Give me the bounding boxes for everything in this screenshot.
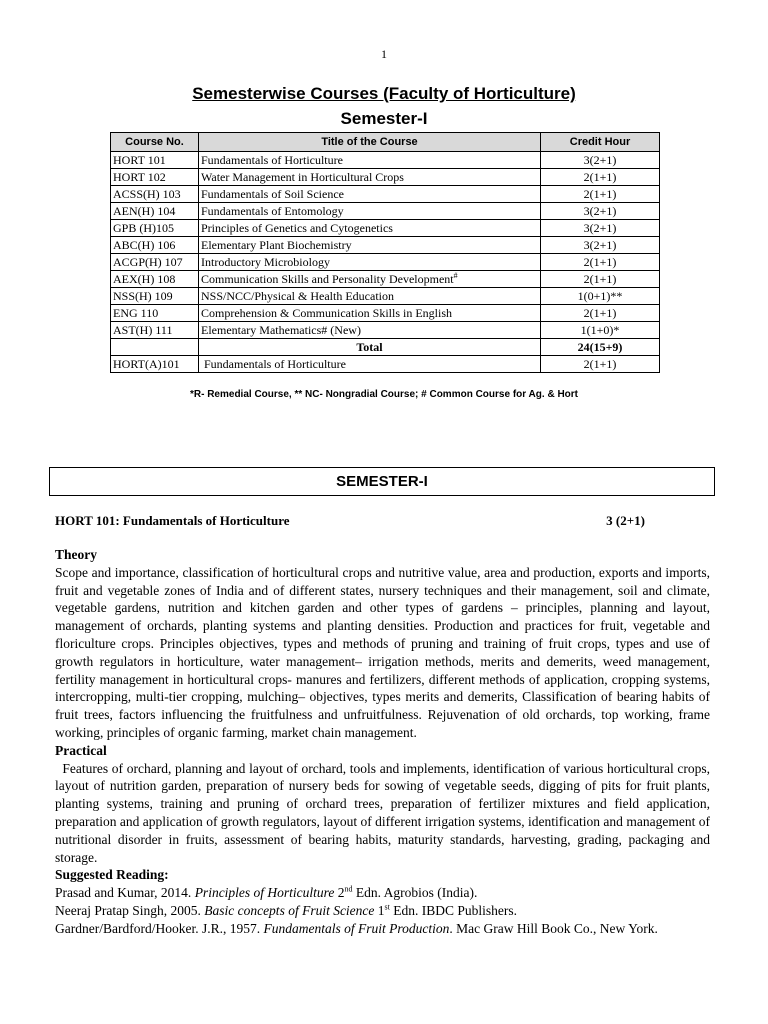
table-row — [111, 237, 660, 254]
table-row — [111, 152, 660, 169]
reference-publisher: Edn. Agrobios (India). — [352, 885, 478, 901]
course-no: ENG 110 — [111, 305, 199, 322]
reference-author: Gardner/Bardford/Hooker. J.R., 1957. — [55, 920, 264, 936]
reference-publisher: Edn. IBDC Publishers. — [389, 902, 518, 918]
reference-edition-suffix: nd — [344, 884, 353, 894]
reference-title: Principles of Horticulture — [194, 885, 335, 901]
course-no: HORT 101 — [111, 152, 199, 169]
practical-title: Practical — [55, 742, 107, 758]
table-row — [111, 305, 660, 322]
total-value: 24(15+9) — [541, 339, 660, 356]
header-credit-hour: Credit Hour — [541, 133, 660, 152]
reference-author: Neeraj Pratap Singh, 2005. — [55, 902, 205, 918]
semester-box: SEMESTER-I — [49, 467, 715, 496]
table-row — [111, 254, 660, 271]
table-row — [111, 186, 660, 203]
course-heading-credit: 3 (2+1) — [606, 513, 645, 528]
table-row — [111, 169, 660, 186]
course-title: Elementary Plant Biochemistry — [199, 237, 541, 254]
suggested-reading-title: Suggested Reading: — [55, 867, 169, 883]
credit-hour: 2(1+1) — [541, 254, 660, 271]
table-header-row — [111, 133, 660, 152]
theory-title: Theory — [55, 547, 97, 562]
credit-hour: 2(1+1) — [541, 186, 660, 203]
course-title — [199, 271, 541, 288]
header-title: Title of the Course — [199, 133, 541, 152]
course-no: HORT(A)101 — [111, 356, 199, 373]
total-empty-cell — [111, 339, 199, 356]
credit-hour: 1(0+1)** — [541, 288, 660, 305]
header-course-no: Course No. — [111, 133, 199, 152]
table-row — [111, 288, 660, 305]
practical-text: Features of orchard, planning and layout of orchard, tools and implements, identification of various horticultural crops, layout of nutrition garden, preparation of nursery beds for sowing of vegetable seeds, digging of pits for fruit plants, planting systems, training and pruning of orchard trees, preparation of fertilizer mixtures and field application, preparation and application of growth regulators, layout of different irrigation systems, identification and management of nutritional disorder in fruits, assessment of bearing habits, maturity standards, harvesting, grading, packaging and storage. — [55, 760, 710, 865]
credit-hour: 3(2+1) — [541, 203, 660, 220]
reference-edition: 2 — [334, 885, 345, 901]
semester-title: Semester-I — [340, 109, 428, 128]
course-title: Water Management in Horticultural Crops — [199, 169, 541, 186]
credit-hour: 2(1+1) — [541, 271, 660, 288]
credit-hour: 1(1+0)* — [541, 322, 660, 339]
reference-publisher: . Mac Graw Hill Book Co., New York. — [449, 920, 658, 936]
reference-author: Prasad and Kumar, 2014. — [55, 885, 195, 901]
credit-hour: 2(1+1) — [541, 305, 660, 322]
course-title: Fundamentals of Entomology — [199, 203, 541, 220]
common-course-mark: # — [453, 271, 458, 280]
table-footnote: *R- Remedial Course, ** NC- Nongradial Course; # Common Course for Ag. & Hort — [189, 389, 578, 400]
reference-edition: 1 — [374, 902, 385, 918]
course-no: HORT 102 — [111, 169, 199, 186]
course-no: NSS(H) 109 — [111, 288, 199, 305]
reference-item — [55, 884, 710, 902]
course-title: Introductory Microbiology — [199, 254, 541, 271]
credit-hour: 3(2+1) — [541, 237, 660, 254]
course-title-text: Communication Skills and Personality Development — [201, 272, 454, 286]
course-no: GPB (H)105 — [111, 220, 199, 237]
course-title: Fundamentals of Horticulture — [199, 152, 541, 169]
reference-item — [55, 920, 710, 938]
course-title: Principles of Genetics and Cytogenetics — [199, 220, 541, 237]
course-heading — [55, 513, 645, 529]
course-no: AST(H) 111 — [111, 322, 199, 339]
table-row — [111, 322, 660, 339]
course-no: ACGP(H) 107 — [111, 254, 199, 271]
table-row — [111, 220, 660, 237]
credit-hour: 2(1+1) — [541, 169, 660, 186]
course-no: AEX(H) 108 — [111, 271, 199, 288]
total-row — [111, 339, 660, 356]
course-title: Elementary Mathematics# (New) — [199, 322, 541, 339]
credit-hour: 3(2+1) — [541, 220, 660, 237]
table-row — [111, 203, 660, 220]
table-row — [111, 271, 660, 288]
reference-edition-suffix: st — [384, 902, 390, 912]
reference-item — [55, 902, 710, 920]
course-heading-title: HORT 101: Fundamentals of Horticulture — [55, 513, 290, 528]
course-no: AEN(H) 104 — [111, 203, 199, 220]
theory-text: Scope and importance, classification of horticultural crops and nutritive value, area and production, exports and imports, fruit and vegetable zones of India and of different states, nursery techniques and their management, soil and climate, vegetable gardens, nutrition and kitchen garden and other types of gardens – principles, planning and layout, management of orchards, planting systems and planting densities. Production and practices for fruit, vegetable and floriculture crops. Principles objectives, types and methods of pruning and training of fruit crops, types and use of growth regulators in horticulture, water management– irrigation methods, merits and demerits, weed management, fertility management in horticultural crops- manures and fertilizers, different methods of application, cropping systems, intercropping, multi-tier cropping, mulching– objectives, types merits and demerits, Classification of bearing habits of fruit trees, factors influencing the fruitfulness and unfruitfulness. Rejuvenation of old orchards, top working, frame working, principles of organic farming, market chain management. — [55, 564, 710, 740]
course-title: NSS/NCC/Physical & Health Education — [199, 288, 541, 305]
course-table — [110, 132, 660, 373]
credit-hour: 3(2+1) — [541, 152, 660, 169]
course-title: Comprehension & Communication Skills in English — [199, 305, 541, 322]
reference-title: Fundamentals of Fruit Production — [263, 920, 450, 936]
credit-hour: 2(1+1) — [541, 356, 660, 373]
course-title: Fundamentals of Soil Science — [199, 186, 541, 203]
document-title: Semesterwise Courses (Faculty of Horticulture) — [192, 84, 576, 103]
course-title: Fundamentals of Horticulture — [199, 356, 541, 373]
table-row — [111, 356, 660, 373]
total-label: Total — [199, 339, 541, 356]
course-no: ABC(H) 106 — [111, 237, 199, 254]
course-content — [55, 546, 710, 938]
course-no: ACSS(H) 103 — [111, 186, 199, 203]
reference-title: Basic concepts of Fruit Science — [204, 902, 375, 918]
page-number: 1 — [381, 47, 387, 61]
